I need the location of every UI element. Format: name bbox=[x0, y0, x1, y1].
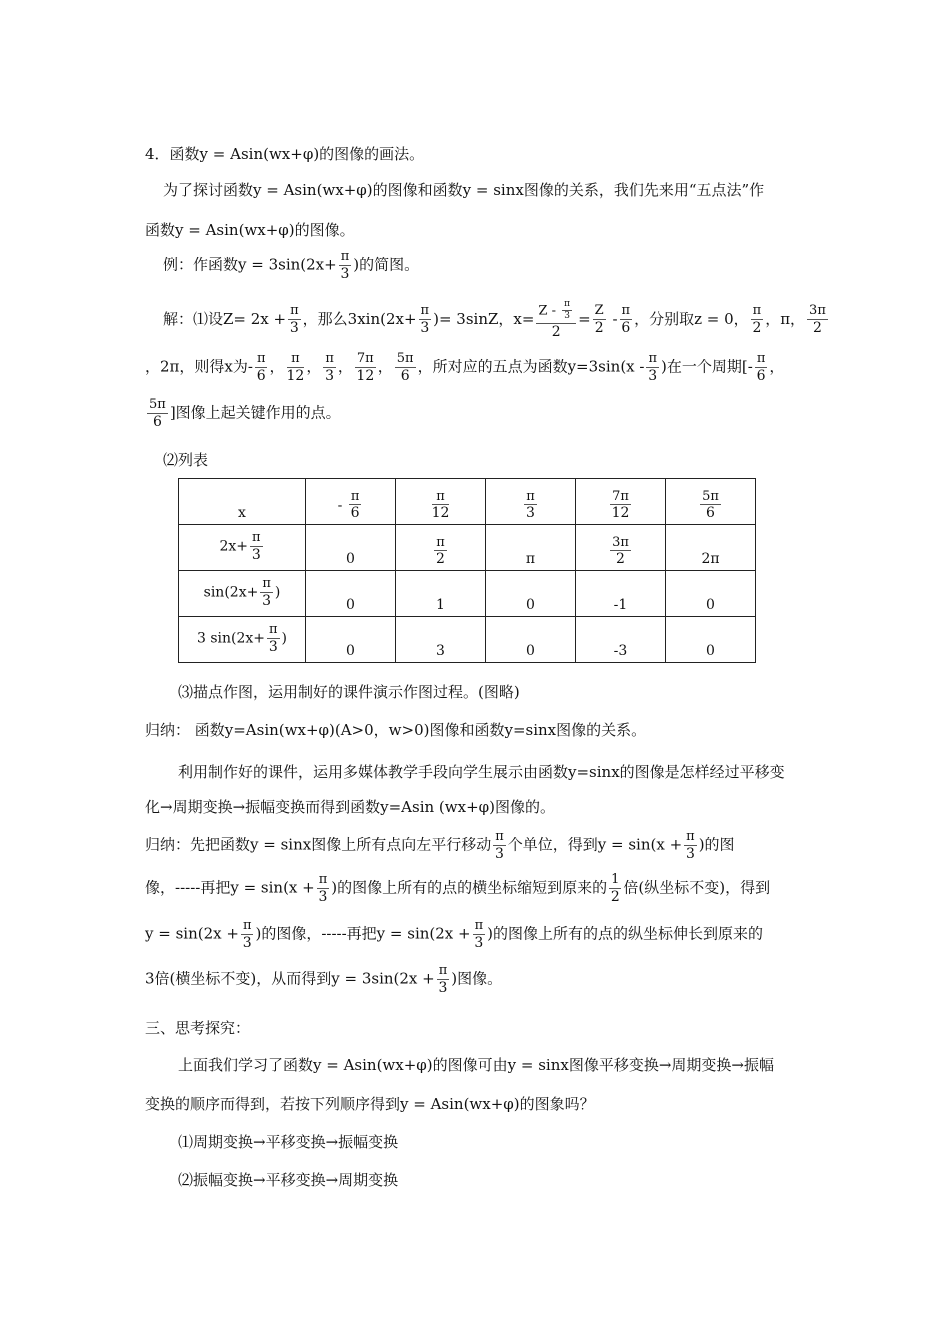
sol-text: ，所对应的五点为函数y=3sin(x - bbox=[417, 357, 645, 376]
value-table bbox=[178, 478, 756, 663]
intro-line-1: 为了探讨函数y = Asin(wx+φ)的图像和函数y = sinx图像的关系，我们先来用“五点法”作 bbox=[163, 181, 765, 199]
fraction-1-2: $\frac{1}{2}$ bbox=[610, 872, 620, 905]
summary-2-line-1 bbox=[145, 830, 735, 861]
summary-text: )的图像上所有的点的纵坐标伸长到原来的 bbox=[487, 924, 764, 943]
table-cell: 0 bbox=[306, 571, 396, 617]
sol-text: 解：⑴设Z= 2x + bbox=[163, 309, 287, 328]
intro-line-2: 函数y = Asin(wx+φ)的图像。 bbox=[145, 221, 355, 239]
fraction-pi-3: $\frac{\pi}{3}$ bbox=[268, 622, 278, 655]
fraction-z-2: $\frac{Z}{2}$ bbox=[594, 303, 604, 336]
para-1-line-1: 利用制作好的课件，运用多媒体教学手段向学生展示由函数y=sinx的图像是怎样经过平移变 bbox=[178, 763, 785, 781]
fraction-pi-2: $\frac{\pi}{2}$ bbox=[752, 303, 762, 336]
section-3-item-2: ⑵振幅变换→平移变换→周期变换 bbox=[178, 1171, 399, 1189]
sol-text: = bbox=[578, 309, 591, 328]
table-row bbox=[179, 571, 756, 617]
fraction-7pi-12: $\frac{7\pi}{12}$ bbox=[356, 351, 375, 384]
table-cell: 0 bbox=[666, 571, 756, 617]
table-cell: -1 bbox=[576, 571, 666, 617]
table-cell-label: 3 sin(2x+ $\frac{\pi}{3}$ ) bbox=[179, 617, 306, 663]
table-row bbox=[179, 617, 756, 663]
table-cell bbox=[396, 525, 486, 571]
summary-2-line-4 bbox=[145, 964, 502, 995]
summary-1: 归纳： 函数y=Asin(wx+φ)(A>0，w>0)图像和函数y=sinx图像的关系。 bbox=[145, 721, 647, 739]
fraction-pi-3-small: $\frac{\pi}{3}$ bbox=[564, 299, 571, 322]
fraction-pi-3: $\frac{\pi}{3}$ bbox=[526, 488, 535, 522]
fraction-pi-12: $\frac{\pi}{12}$ bbox=[286, 351, 305, 384]
step-3: ⑶描点作图，运用制好的课件演示作图过程。(图略) bbox=[178, 683, 520, 701]
summary-text: )的图 bbox=[698, 835, 735, 854]
table-cell bbox=[576, 479, 666, 525]
fraction-pi-3: $\frac{\pi}{3}$ bbox=[340, 249, 350, 282]
table-cell bbox=[666, 479, 756, 525]
fraction-5pi-6: $\frac{5\pi}{6}$ bbox=[702, 488, 719, 522]
fraction-z-minus-pi3-over-2: Z - $\frac{\pi}{3}$ 2 bbox=[536, 300, 576, 340]
sol-text: ]图像上起关键作用的点。 bbox=[169, 403, 341, 422]
fraction-pi-6: $\frac{\pi}{6}$ bbox=[621, 303, 631, 336]
summary-text: )的图像上所有的点的横坐标缩短到原来的 bbox=[331, 878, 608, 897]
table-cell-label: sin(2x+ $\frac{\pi}{3}$ ) bbox=[179, 571, 306, 617]
table-cell: 2π bbox=[666, 525, 756, 571]
solution-line-1 bbox=[163, 300, 830, 340]
summary-text: 像，-----再把y = sin(x + bbox=[145, 878, 315, 897]
table-cell: 0 bbox=[486, 571, 576, 617]
fraction-pi-12: $\frac{\pi}{12}$ bbox=[431, 488, 450, 522]
sol-text: )= 3sinZ，x= bbox=[433, 309, 535, 328]
table-cell: - $\frac{\pi}{6}$ bbox=[306, 479, 396, 525]
solution-line-2: ，2π，则得x为- $\frac{\pi}{6}$ ， $\frac{\pi}{12}$ ， $\frac{\pi}{3}$ ， $\frac{7\pi}{12}$ ， $\frac{5\pi}{6}$ ，所对应的五点为函数y=3sin(x - $\frac{\pi}{3}$ )在一个周期[- $\frac{\pi}{6}$ ， bbox=[145, 351, 785, 384]
summary-2-line-2 bbox=[145, 873, 770, 904]
fraction-pi-3: $\frac{\pi}{3}$ bbox=[685, 829, 695, 862]
summary-text: 个单位，得到y = sin(x + bbox=[507, 835, 683, 854]
fraction-pi-3: $\frac{\pi}{3}$ bbox=[289, 303, 299, 336]
table-cell: 0 bbox=[306, 617, 396, 663]
section-4-title: 4．函数y = Asin(wx+φ)的图像的画法。 bbox=[145, 145, 425, 163]
sol-text: - bbox=[607, 309, 618, 328]
fraction-3pi-2: $\frac{3\pi}{2}$ bbox=[809, 303, 826, 336]
summary-2-line-3 bbox=[145, 919, 763, 950]
fraction-pi-3: $\frac{\pi}{3}$ bbox=[495, 829, 504, 862]
table-title: ⑵列表 bbox=[163, 451, 209, 469]
table-cell bbox=[486, 479, 576, 525]
summary-text: )的图像，-----再把y = sin(2x + bbox=[255, 924, 471, 943]
table-cell-header: x bbox=[179, 479, 306, 525]
fraction-pi-3: $\frac{\pi}{3}$ bbox=[325, 351, 335, 384]
table-cell: 0 bbox=[666, 617, 756, 663]
fraction-pi-3: $\frac{\pi}{3}$ bbox=[438, 963, 448, 996]
table-cell: 1 bbox=[396, 571, 486, 617]
summary-text: )图像。 bbox=[451, 969, 503, 988]
table-cell bbox=[396, 479, 486, 525]
example-post: )的简图。 bbox=[353, 255, 420, 274]
fraction-pi-3: $\frac{\pi}{3}$ bbox=[648, 351, 658, 384]
sol-text: ，分别取z = 0， bbox=[634, 309, 749, 328]
table-cell bbox=[576, 525, 666, 571]
fraction-pi-3: $\frac{\pi}{3}$ bbox=[251, 530, 261, 563]
fraction-pi-3: $\frac{\pi}{3}$ bbox=[420, 303, 430, 336]
table-row bbox=[179, 525, 756, 571]
table-row bbox=[179, 479, 756, 525]
fraction-pi-6: $\frac{\pi}{6}$ bbox=[350, 488, 360, 522]
table-cell: π bbox=[486, 525, 576, 571]
summary-text: 归纳：先把函数y = sinx图像上所有点向左平行移动 bbox=[145, 835, 492, 854]
example-pre: 例：作函数y = 3sin(2x+ bbox=[163, 255, 337, 274]
summary-text: y = sin(2x + bbox=[145, 924, 239, 943]
table-cell: 0 bbox=[486, 617, 576, 663]
sol-text: ，那么3xin(2x+ bbox=[302, 309, 417, 328]
sol-text: )在一个周期[- bbox=[661, 357, 753, 376]
fraction-pi-3: $\frac{\pi}{3}$ bbox=[262, 576, 272, 609]
section-3-title: 三、思考探究： bbox=[145, 1019, 251, 1037]
fraction-5pi-6: $\frac{5\pi}{6}$ bbox=[396, 351, 414, 384]
fraction-pi-3: $\frac{\pi}{3}$ bbox=[318, 872, 328, 905]
fraction-3pi-2: $\frac{3\pi}{2}$ bbox=[612, 534, 629, 568]
summary-text: 3倍(横坐标不变)，从而得到y = 3sin(2x + bbox=[145, 969, 435, 988]
table-cell: -3 bbox=[576, 617, 666, 663]
sol-text: ，π， bbox=[765, 309, 806, 328]
table-cell: 3 bbox=[396, 617, 486, 663]
fraction-pi-3: $\frac{\pi}{3}$ bbox=[474, 918, 484, 951]
fraction-pi-3: $\frac{\pi}{3}$ bbox=[242, 918, 252, 951]
table-cell-label: 2x+ $\frac{\pi}{3}$ bbox=[179, 525, 306, 571]
fraction-5pi-6: $\frac{5\pi}{6}$ bbox=[149, 397, 166, 430]
table-cell: 0 bbox=[306, 525, 396, 571]
example-line bbox=[163, 250, 419, 281]
fraction-pi-2: $\frac{\pi}{2}$ bbox=[436, 534, 445, 568]
summary-text: 倍(纵坐标不变)，得到 bbox=[623, 878, 771, 897]
sol-text: ，2π，则得x为- bbox=[145, 357, 253, 376]
solution-line-3 bbox=[145, 398, 341, 429]
fraction-pi-6: $\frac{\pi}{6}$ bbox=[256, 351, 266, 384]
fraction-pi-6: $\frac{\pi}{6}$ bbox=[756, 351, 766, 384]
para-1-line-2: 化→周期变换→振幅变换而得到函数y=Asin (wx+φ)图像的。 bbox=[145, 798, 556, 816]
fraction-7pi-12: $\frac{7\pi}{12}$ bbox=[611, 488, 630, 522]
section-3-line-2: 变换的顺序而得到，若按下列顺序得到y = Asin(wx+φ)的图象吗？ bbox=[145, 1095, 595, 1113]
section-3-item-1: ⑴周期变换→平移变换→振幅变换 bbox=[178, 1133, 399, 1151]
section-3-line-1: 上面我们学习了函数y = Asin(wx+φ)的图像可由y = sinx图像平移变换→周期变换→振幅 bbox=[178, 1056, 774, 1074]
